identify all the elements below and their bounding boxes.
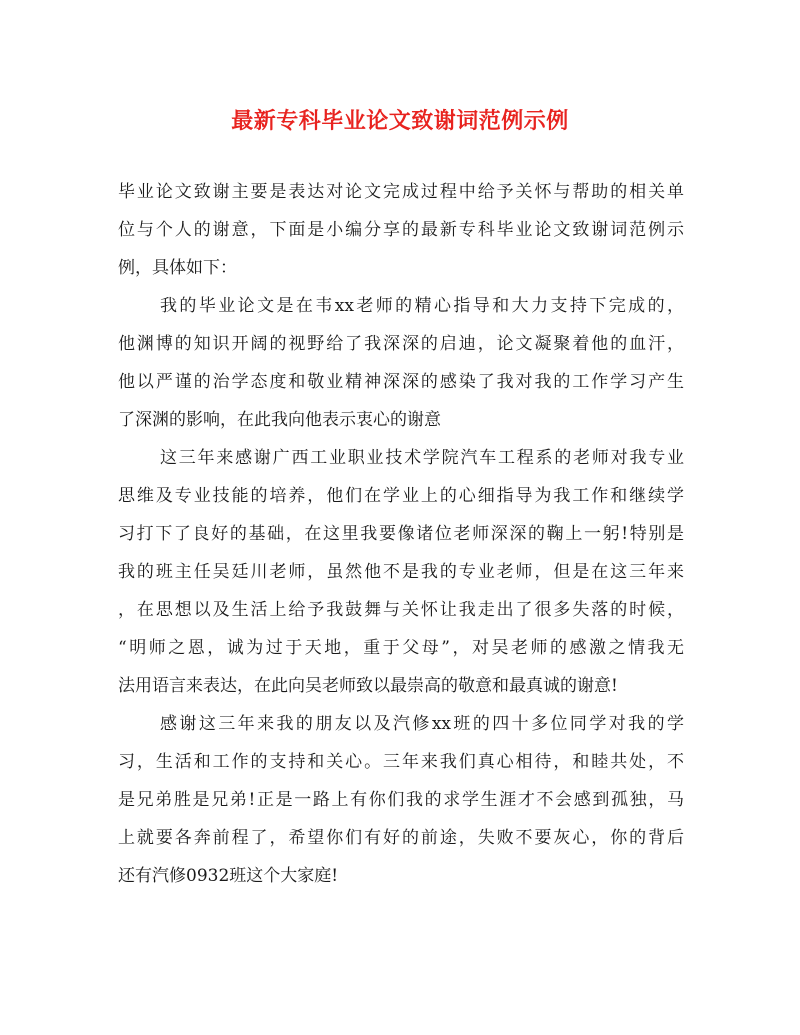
paragraph-line: 习打下了良好的基础，在这里我要像诸位老师深深的鞠上一躬!特别是 [118, 524, 684, 544]
paragraph-classmates [118, 705, 684, 895]
paragraph-line: 我的毕业论文是在韦xx老师的精心指导和大力支持下完成的， [160, 296, 684, 316]
paragraph-line: ，在思想以及生活上给予我鼓舞与关怀让我走出了很多失落的时候， [118, 600, 684, 620]
paragraph-line: 法用语言来表达，在此向吴老师致以最崇高的敬意和最真诚的谢意! [118, 676, 618, 696]
paragraph-line: 上就要各奔前程了，希望你们有好的前途，失败不要灰心，你的背后 [118, 828, 684, 848]
paragraph-line: 我的班主任吴廷川老师，虽然他不是我的专业老师，但是在这三年来 [118, 562, 684, 582]
paragraph-line: 这三年来感谢广西工业职业技术学院汽车工程系的老师对我专业 [160, 448, 684, 468]
paragraph-advisor [118, 287, 684, 439]
paragraph-line: 思维及专业技能的培养，他们在学业上的心细指导为我工作和继续学 [118, 486, 684, 506]
paragraph-line: “明师之恩，诚为过于天地，重于父母”，对吴老师的感激之情我无 [118, 638, 684, 658]
document-body [118, 173, 684, 895]
paragraph-line: 毕业论文致谢主要是表达对论文完成过程中给予关怀与帮助的相关单 [118, 182, 684, 202]
paragraph-line: 他渊博的知识开阔的视野给了我深深的启迪，论文凝聚着他的血汗， [118, 334, 684, 354]
paragraph-line: 例，具体如下： [118, 258, 237, 278]
paragraph-intro [118, 173, 684, 287]
paragraph-line: 还有汽修0932班这个大家庭! [118, 866, 339, 886]
paragraph-teachers [118, 439, 684, 705]
paragraph-line: 感谢这三年来我的朋友以及汽修xx班的四十多位同学对我的学 [160, 714, 684, 734]
paragraph-line: 了深渊的影响，在此我向他表示衷心的谢意 [118, 410, 441, 430]
paragraph-line: 是兄弟胜是兄弟!正是一路上有你们我的求学生涯才不会感到孤独，马 [118, 790, 684, 810]
paragraph-line: 习，生活和工作的支持和关心。三年来我们真心相待，和睦共处，不 [118, 752, 684, 772]
paragraph-line: 位与个人的谢意，下面是小编分享的最新专科毕业论文致谢词范例示 [118, 220, 684, 240]
paragraph-line: 他以严谨的治学态度和敬业精神深深的感染了我对我的工作学习产生 [118, 372, 684, 392]
document-title: 最新专科毕业论文致谢词范例示例 [231, 109, 569, 134]
